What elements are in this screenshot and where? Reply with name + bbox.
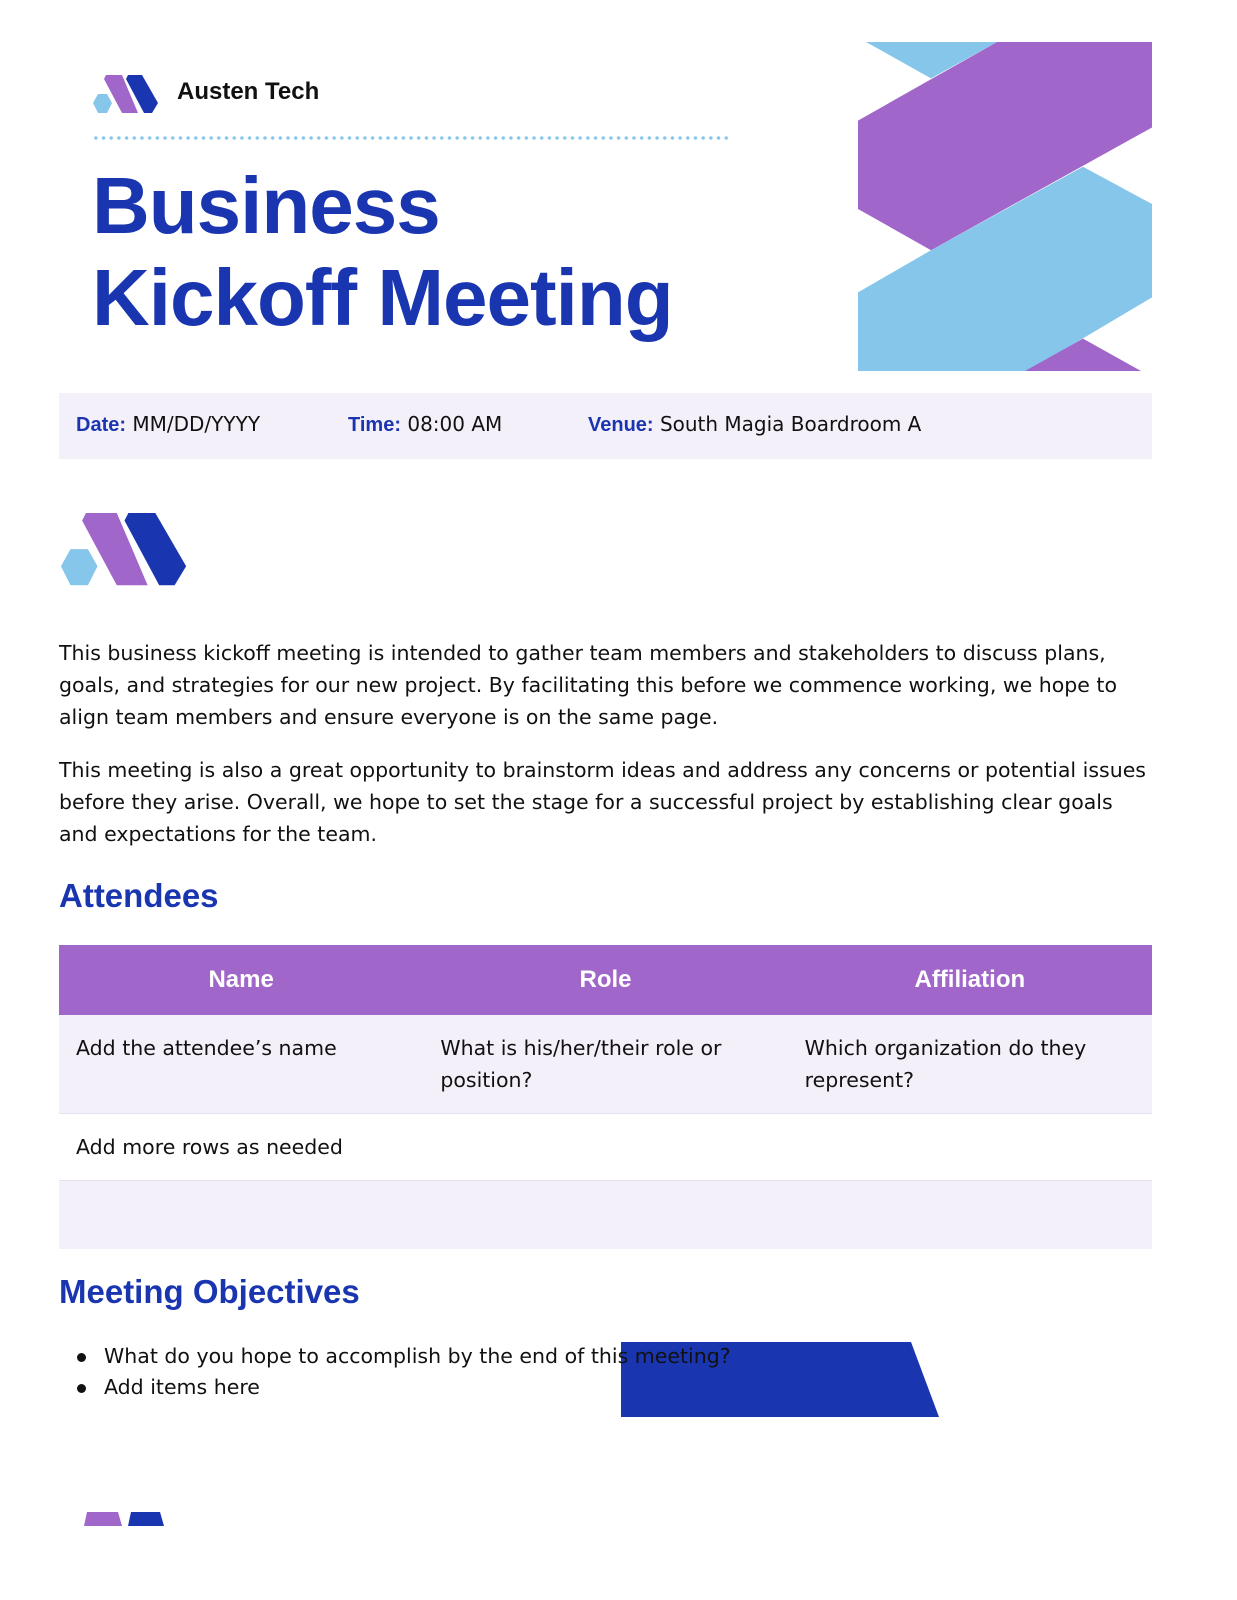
- list-item: What do you hope to accomplish by the end of this meeting?: [59, 1341, 731, 1372]
- venue-field: Venue: South Magia Boardroom A: [588, 412, 922, 436]
- brand-name: Austen Tech: [177, 78, 320, 105]
- footer-logo-icon: [84, 1512, 166, 1526]
- ribbon-decoration: [858, 42, 1152, 371]
- cell-affiliation[interactable]: [788, 1181, 1152, 1249]
- logo-icon: [92, 75, 160, 115]
- cell-role[interactable]: [423, 1181, 787, 1249]
- column-affiliation: Affiliation: [914, 966, 1026, 993]
- title-line-1: Business: [92, 161, 440, 250]
- objectives-list: [59, 1341, 731, 1403]
- intro-paragraph-2: This meeting is also a great opportunity to brainstorm ideas and address any concerns or potential issues before they arise. Overall, we hope to set the stage for a successful project by establishing clear goals and expectations for the team.: [59, 758, 1146, 846]
- cell-affiliation[interactable]: [788, 1114, 1152, 1180]
- cell-affiliation[interactable]: Which organization do they represent?: [804, 1036, 1087, 1092]
- company-logo-icon: [59, 513, 190, 589]
- date-field: Date: MM/DD/YYYY: [76, 412, 261, 436]
- cell-role[interactable]: What is his/her/their role or position?: [440, 1036, 722, 1092]
- meeting-info-bar: [59, 393, 1152, 459]
- cell-name[interactable]: Add the attendee’s name: [76, 1036, 337, 1060]
- column-role: Role: [579, 966, 632, 993]
- table-row: [59, 1181, 1152, 1249]
- dotted-divider: [92, 136, 728, 140]
- cell-name[interactable]: [59, 1181, 423, 1249]
- table-row: [59, 1015, 1152, 1114]
- time-field: Time: 08:00 AM: [348, 412, 503, 436]
- title-line-2: Kickoff Meeting: [92, 253, 673, 342]
- table-row: [59, 1114, 1152, 1181]
- column-name: Name: [208, 966, 274, 993]
- intro-paragraph-1: This business kickoff meeting is intended to gather team members and stakeholders to discuss plans, goals, and strategies for our new project. By facilitating this before we commence working, we hope to align team members and ensure everyone is on the same page.: [59, 641, 1118, 729]
- cell-name[interactable]: Add more rows as needed: [76, 1135, 343, 1159]
- cell-role[interactable]: [423, 1114, 787, 1180]
- objectives-heading: Meeting Objectives: [59, 1273, 360, 1310]
- list-item: Add items here: [59, 1372, 731, 1403]
- table-header: [59, 945, 1152, 1015]
- page-title: [92, 160, 673, 344]
- attendees-table: [59, 945, 1152, 1249]
- attendees-heading: Attendees: [59, 877, 219, 914]
